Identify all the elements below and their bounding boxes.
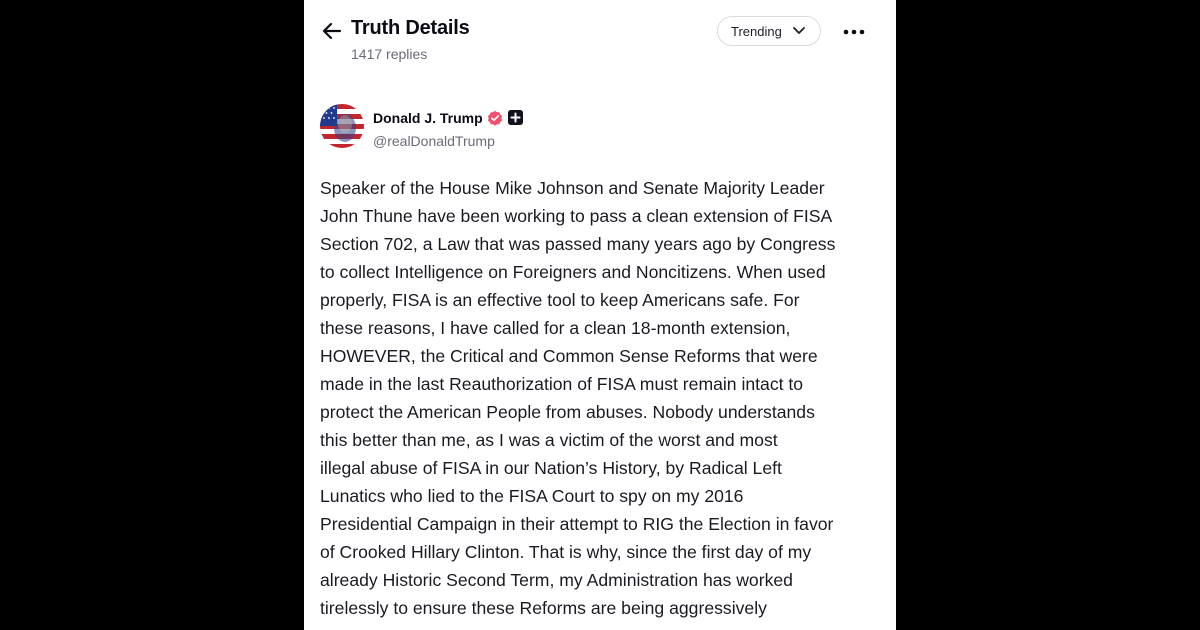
author-handle[interactable]: @realDonaldTrump — [373, 133, 495, 149]
sort-dropdown-button[interactable] — [717, 16, 821, 46]
post-author — [320, 104, 880, 154]
post-body-text: Speaker of the House Mike Johnson and Senate Majority Leader John Thune have been working to pass a clean extension of FISA Section 702, a Law that was passed many years ago by Congress to collect Intelligence on Foreigners and Noncitizens. When used properly, FISA is an effective tool to keep Americans safe. For these reasons, I have called for a clean 18-month extension, HOWEVER, the Critical and Common Sense Reforms that were made in the last Reauthorization of FISA must remain intact to protect the American People from abuses. Nobody understands this better than me, as I was a victim of the worst and most illegal abuse of FISA in our Nation’s History, by Radical Left Lunatics who lied to the FISA Court to spy on my 2016 Presidential Campaign in their attempt to RIG the Election in favor of Crooked Hillary Clinton. That is why, since the first day of my already Historic Second Term, my Administration has worked tirelessly to ensure these Reforms are being aggressively — [320, 178, 836, 618]
author-name[interactable]: Donald J. Trump — [373, 110, 483, 126]
page-header — [304, 0, 896, 80]
more-options-button[interactable] — [840, 20, 868, 44]
sort-label: Trending — [731, 23, 782, 39]
verified-badge-icon — [487, 110, 503, 126]
avatar[interactable] — [320, 104, 364, 148]
page-title: Truth Details — [351, 17, 470, 39]
arrow-left-icon — [322, 22, 342, 40]
avatar-image — [320, 104, 364, 148]
chevron-down-icon — [792, 26, 806, 36]
more-horizontal-icon — [843, 29, 865, 35]
plus-badge-icon — [508, 110, 523, 125]
reply-count: 1417 replies — [351, 46, 428, 62]
truth-details-panel — [304, 0, 896, 630]
back-button[interactable] — [318, 18, 346, 44]
